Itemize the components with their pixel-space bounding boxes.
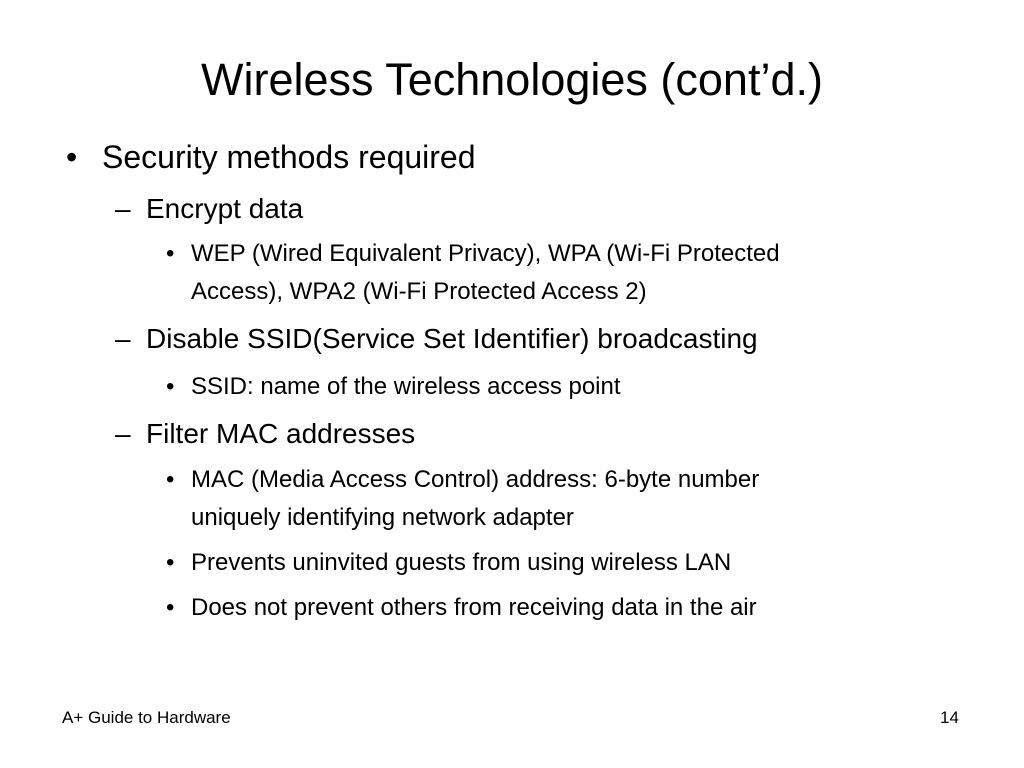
dash-marker: – — [115, 323, 131, 354]
detail-text: Prevents uninvited guests from using wireless LAN — [191, 549, 732, 576]
bullet-marker: • — [66, 139, 78, 175]
slide-number: 14 — [940, 708, 959, 727]
detail-text-line1: WEP (Wired Equivalent Privacy), WPA (Wi-Fi Protected — [191, 240, 780, 267]
subbullet-text: Disable SSID(Service Set Identifier) broadcasting — [146, 323, 758, 354]
dash-marker: – — [115, 418, 131, 449]
bullet-marker: • — [166, 466, 175, 493]
bullet-marker: • — [166, 549, 175, 576]
subbullet-text: Filter MAC addresses — [146, 418, 416, 449]
bullet-marker: • — [166, 594, 175, 621]
detail-text-line2: Access), WPA2 (Wi-Fi Protected Access 2) — [191, 278, 647, 305]
dash-marker: – — [115, 193, 131, 224]
slide-title: Wireless Technologies (cont’d.) — [201, 54, 823, 105]
footer-course-title: A+ Guide to Hardware — [62, 708, 231, 727]
detail-text-line2: uniquely identifying network adapter — [191, 504, 574, 531]
detail-text: SSID: name of the wireless access point — [191, 373, 621, 400]
detail-text-line1: MAC (Media Access Control) address: 6-byte number — [191, 466, 760, 493]
bullet-marker: • — [166, 240, 175, 267]
bullet-text: Security methods required — [102, 139, 476, 175]
bullet-marker: • — [166, 373, 175, 400]
detail-text: Does not prevent others from receiving data in the air — [191, 594, 757, 621]
subbullet-text: Encrypt data — [146, 193, 304, 224]
